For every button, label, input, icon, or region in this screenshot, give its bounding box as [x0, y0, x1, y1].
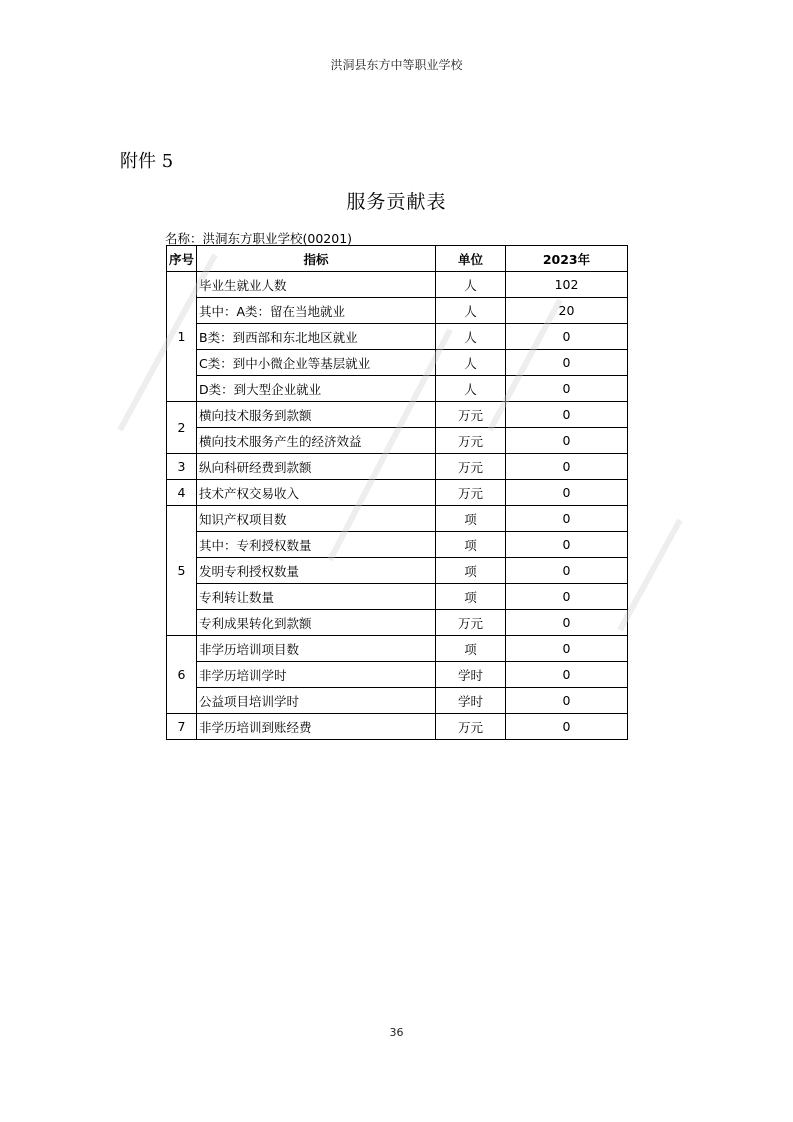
value-cell: 0 [506, 428, 628, 454]
table-header-row [167, 246, 628, 272]
table-row [167, 298, 628, 324]
running-header: 洪洞县东方中等职业学校 [330, 58, 463, 72]
indicator-cell: 横向技术服务到款额 [197, 402, 436, 428]
seq-cell: 6 [167, 636, 197, 714]
seq-cell: 4 [167, 480, 197, 506]
table-row [167, 558, 628, 584]
table-row [167, 376, 628, 402]
table-row [167, 636, 628, 662]
indicator-cell: 专利转让数量 [197, 584, 436, 610]
table-row [167, 688, 628, 714]
unit-cell: 项 [436, 558, 506, 584]
unit-cell: 人 [436, 272, 506, 298]
unit-cell: 万元 [436, 402, 506, 428]
unit-cell: 学时 [436, 688, 506, 714]
indicator-cell: 非学历培训到账经费 [197, 714, 436, 740]
unit-cell: 项 [436, 636, 506, 662]
document-title: 服务贡献表 [346, 191, 447, 213]
seq-cell: 1 [167, 272, 197, 402]
indicator-cell: 非学历培训项目数 [197, 636, 436, 662]
value-cell: 0 [506, 714, 628, 740]
value-cell: 0 [506, 506, 628, 532]
indicator-cell: 毕业生就业人数 [197, 272, 436, 298]
table-row [167, 350, 628, 376]
seq-cell: 3 [167, 454, 197, 480]
unit-cell: 人 [436, 376, 506, 402]
unit-cell: 人 [436, 350, 506, 376]
indicator-cell: 公益项目培训学时 [197, 688, 436, 714]
seq-cell: 2 [167, 402, 197, 454]
table-row [167, 272, 628, 298]
indicator-cell: 知识产权项目数 [197, 506, 436, 532]
organization-name: 名称：洪洞东方职业学校(00201) [165, 231, 353, 246]
table-row [167, 324, 628, 350]
col-header-year: 2023年 [506, 246, 628, 272]
table-row [167, 480, 628, 506]
indicator-cell: 专利成果转化到款额 [197, 610, 436, 636]
unit-cell: 万元 [436, 714, 506, 740]
indicator-cell: B类：到西部和东北地区就业 [197, 324, 436, 350]
unit-cell: 人 [436, 298, 506, 324]
col-header-seq: 序号 [167, 246, 197, 272]
attachment-label: 附件 5 [120, 151, 174, 172]
indicator-cell: 纵向科研经费到款额 [197, 454, 436, 480]
unit-cell: 项 [436, 506, 506, 532]
indicator-cell: 其中：A类：留在当地就业 [197, 298, 436, 324]
table-row [167, 610, 628, 636]
indicator-cell: C类：到中小微企业等基层就业 [197, 350, 436, 376]
value-cell: 102 [506, 272, 628, 298]
table-row [167, 402, 628, 428]
value-cell: 0 [506, 688, 628, 714]
value-cell: 0 [506, 636, 628, 662]
value-cell: 0 [506, 480, 628, 506]
unit-cell: 项 [436, 532, 506, 558]
value-cell: 0 [506, 558, 628, 584]
indicator-cell: 横向技术服务产生的经济效益 [197, 428, 436, 454]
table-row [167, 714, 628, 740]
value-cell: 0 [506, 454, 628, 480]
unit-cell: 万元 [436, 428, 506, 454]
value-cell: 0 [506, 376, 628, 402]
indicator-cell: 发明专利授权数量 [197, 558, 436, 584]
value-cell: 0 [506, 324, 628, 350]
value-cell: 0 [506, 610, 628, 636]
indicator-cell: D类：到大型企业就业 [197, 376, 436, 402]
unit-cell: 学时 [436, 662, 506, 688]
unit-cell: 万元 [436, 454, 506, 480]
table-row [167, 584, 628, 610]
unit-cell: 万元 [436, 480, 506, 506]
service-contribution-table [166, 245, 628, 740]
value-cell: 0 [506, 402, 628, 428]
value-cell: 0 [506, 662, 628, 688]
col-header-indicator: 指标 [197, 246, 436, 272]
indicator-cell: 其中：专利授权数量 [197, 532, 436, 558]
table-row [167, 428, 628, 454]
value-cell: 0 [506, 532, 628, 558]
value-cell: 20 [506, 298, 628, 324]
table-row [167, 454, 628, 480]
seq-cell: 7 [167, 714, 197, 740]
indicator-cell: 非学历培训学时 [197, 662, 436, 688]
table-row [167, 662, 628, 688]
page-number: 36 [389, 1026, 404, 1039]
unit-cell: 人 [436, 324, 506, 350]
indicator-cell: 技术产权交易收入 [197, 480, 436, 506]
unit-cell: 项 [436, 584, 506, 610]
unit-cell: 万元 [436, 610, 506, 636]
table-row [167, 506, 628, 532]
seq-cell: 5 [167, 506, 197, 636]
value-cell: 0 [506, 584, 628, 610]
table-row [167, 532, 628, 558]
value-cell: 0 [506, 350, 628, 376]
col-header-unit: 单位 [436, 246, 506, 272]
